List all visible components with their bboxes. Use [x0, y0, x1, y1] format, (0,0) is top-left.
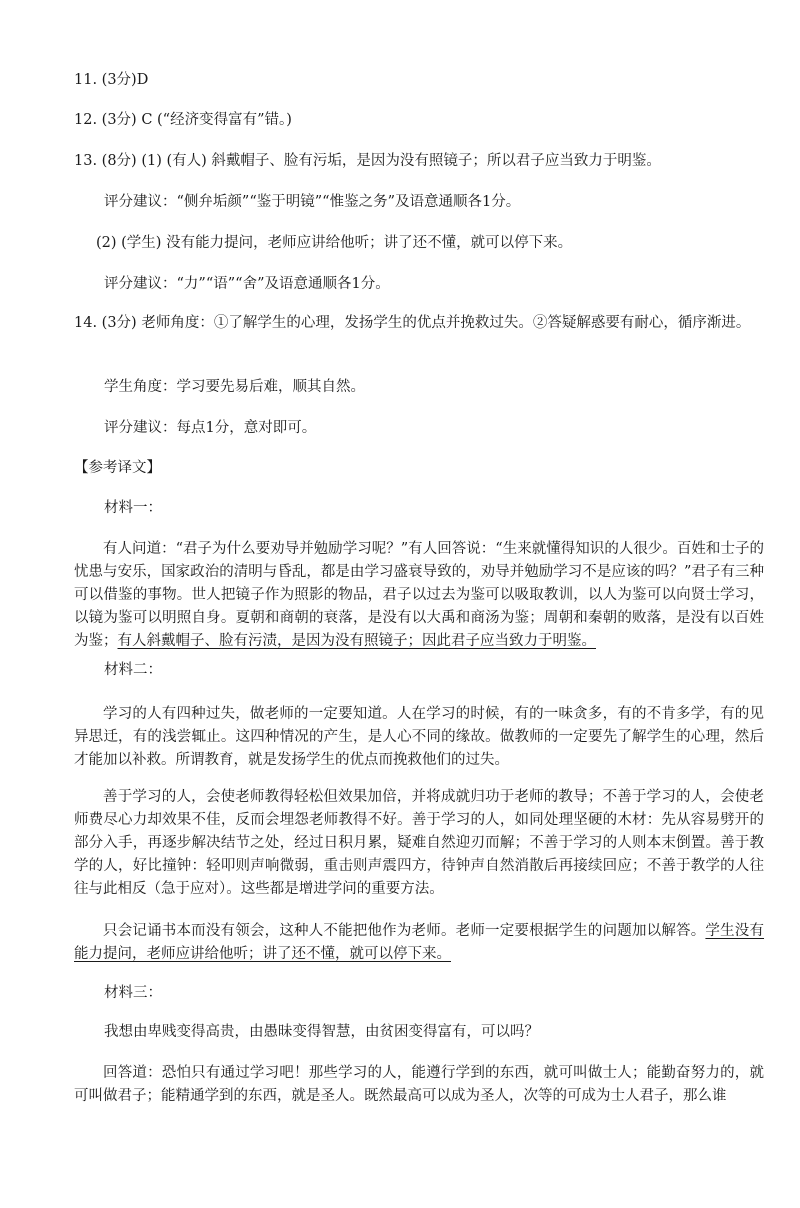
- material-2-paragraph-1: 学习的人有四种过失，做老师的一定要知道。人在学习的时候，有的一味贪多，有的不肯多学，有的见异思迁，有的浅尝辄止。这四种情况的产生，是人心不同的缘故。做教师的一定要先了解学生的心理，然后才能加以补救。所谓教育，就是发扬学生的优点而挽救他们的过失。: [74, 706, 764, 768]
- answer-13-score1: 评分建议：“侧弁垢颜”“鉴于明镜”“惟鉴之务”及语意通顺各1分。: [104, 194, 521, 210]
- material-1-text: [74, 538, 764, 653]
- material-1-underlined: 有人斜戴帽子、脸有污渍，是因为没有照镜子；因此君子应当致力于明鉴。: [117, 633, 596, 649]
- answer-12: 12. (3分) C (“经济变得富有”错。): [74, 112, 292, 128]
- material-2-title: 材料二：: [104, 662, 162, 678]
- material-1-body: 有人问道：“君子为什么要劝导并勉励学习呢？”有人回答说：“生来就懂得知识的人很少。百姓和士子的忧患与安乐，国家政治的清明与昏乱，都是由学习盛衰导致的，劝导并勉励学习不是应该的吗？”君子有三种可以借鉴的事物。世人把镜子作为照影的物品，君子以过去为鉴可以吸取教训，以人为鉴可以向贤士学习，以镜为鉴可以明照自身。夏朝和商朝的衰落，是没有以大禹和商汤为鉴；周朝和秦朝的败落，是没有以百姓为鉴；: [74, 541, 764, 649]
- material-3-question: 我想由卑贱变得高贵，由愚昧变得智慧，由贫困变得富有，可以吗？: [104, 1024, 539, 1040]
- material-2-paragraph-3: [74, 920, 764, 966]
- material-2-underlined: 学生没有能力提问，老师应讲给他听；讲了还不懂，就可以停下来。: [74, 923, 765, 962]
- material-3-title: 材料三：: [104, 985, 162, 1001]
- answer-13-part1: 13. (8分) (1) (有人) 斜戴帽子、脸有污垢，是因为没有照镜子；所以君子应当致力于明鉴。: [74, 153, 661, 169]
- answer-13-part2: (2) (学生) 没有能力提问，老师应讲给他听；讲了还不懂，就可以停下来。: [96, 235, 573, 251]
- answer-14-score: 评分建议：每点1分，意对即可。: [104, 420, 317, 436]
- translation-heading: 【参考译文】: [74, 460, 161, 476]
- material-2-paragraph-2: 善于学习的人，会使老师教得轻松但效果加倍，并将成就归功于老师的教导；不善于学习的人，会使老师费尽心力却效果不佳，反而会埋怨老师教得不好。善于学习的人，如同处理坚硬的木材：先从容易劈开的部分入手，再逐步解决结节之处，经过日积月累，疑难自然迎刃而解；不善于学习的人则本末倒置。善于教学的人，好比撞钟：轻叩则声响微弱，重击则声震四方，待钟声自然消散后再接续回应；不善于教学的人往往与此相反（急于应对）。这些都是增进学问的重要方法。: [74, 789, 764, 897]
- material-1-title: 材料一：: [104, 500, 162, 516]
- answer-14: 14. (3分) 老师角度：①了解学生的心理，发扬学生的优点并挽救过失。②答疑解惑要有耐心，循序渐进。: [74, 315, 751, 331]
- answer-13-score2: 评分建议：“力”“语”“舍”及语意通顺各1分。: [104, 276, 390, 292]
- material-2-paragraph-3-body: 只会记诵书本而没有领会，这种人不能把他作为老师。老师一定要根据学生的问题加以解答。: [103, 923, 706, 939]
- material-3-answer: 回答道：恐怕只有通过学习吧！那些学习的人，能遵行学到的东西，就可叫做士人；能勤奋努力的，就可叫做君子；能精通学到的东西，就是圣人。既然最高可以成为圣人，次等的可成为士人君子，那么谁: [74, 1065, 764, 1104]
- answer-11: 11. (3分)D: [74, 72, 149, 88]
- answer-14-student: 学生角度：学习要先易后难，顺其自然。: [104, 379, 365, 395]
